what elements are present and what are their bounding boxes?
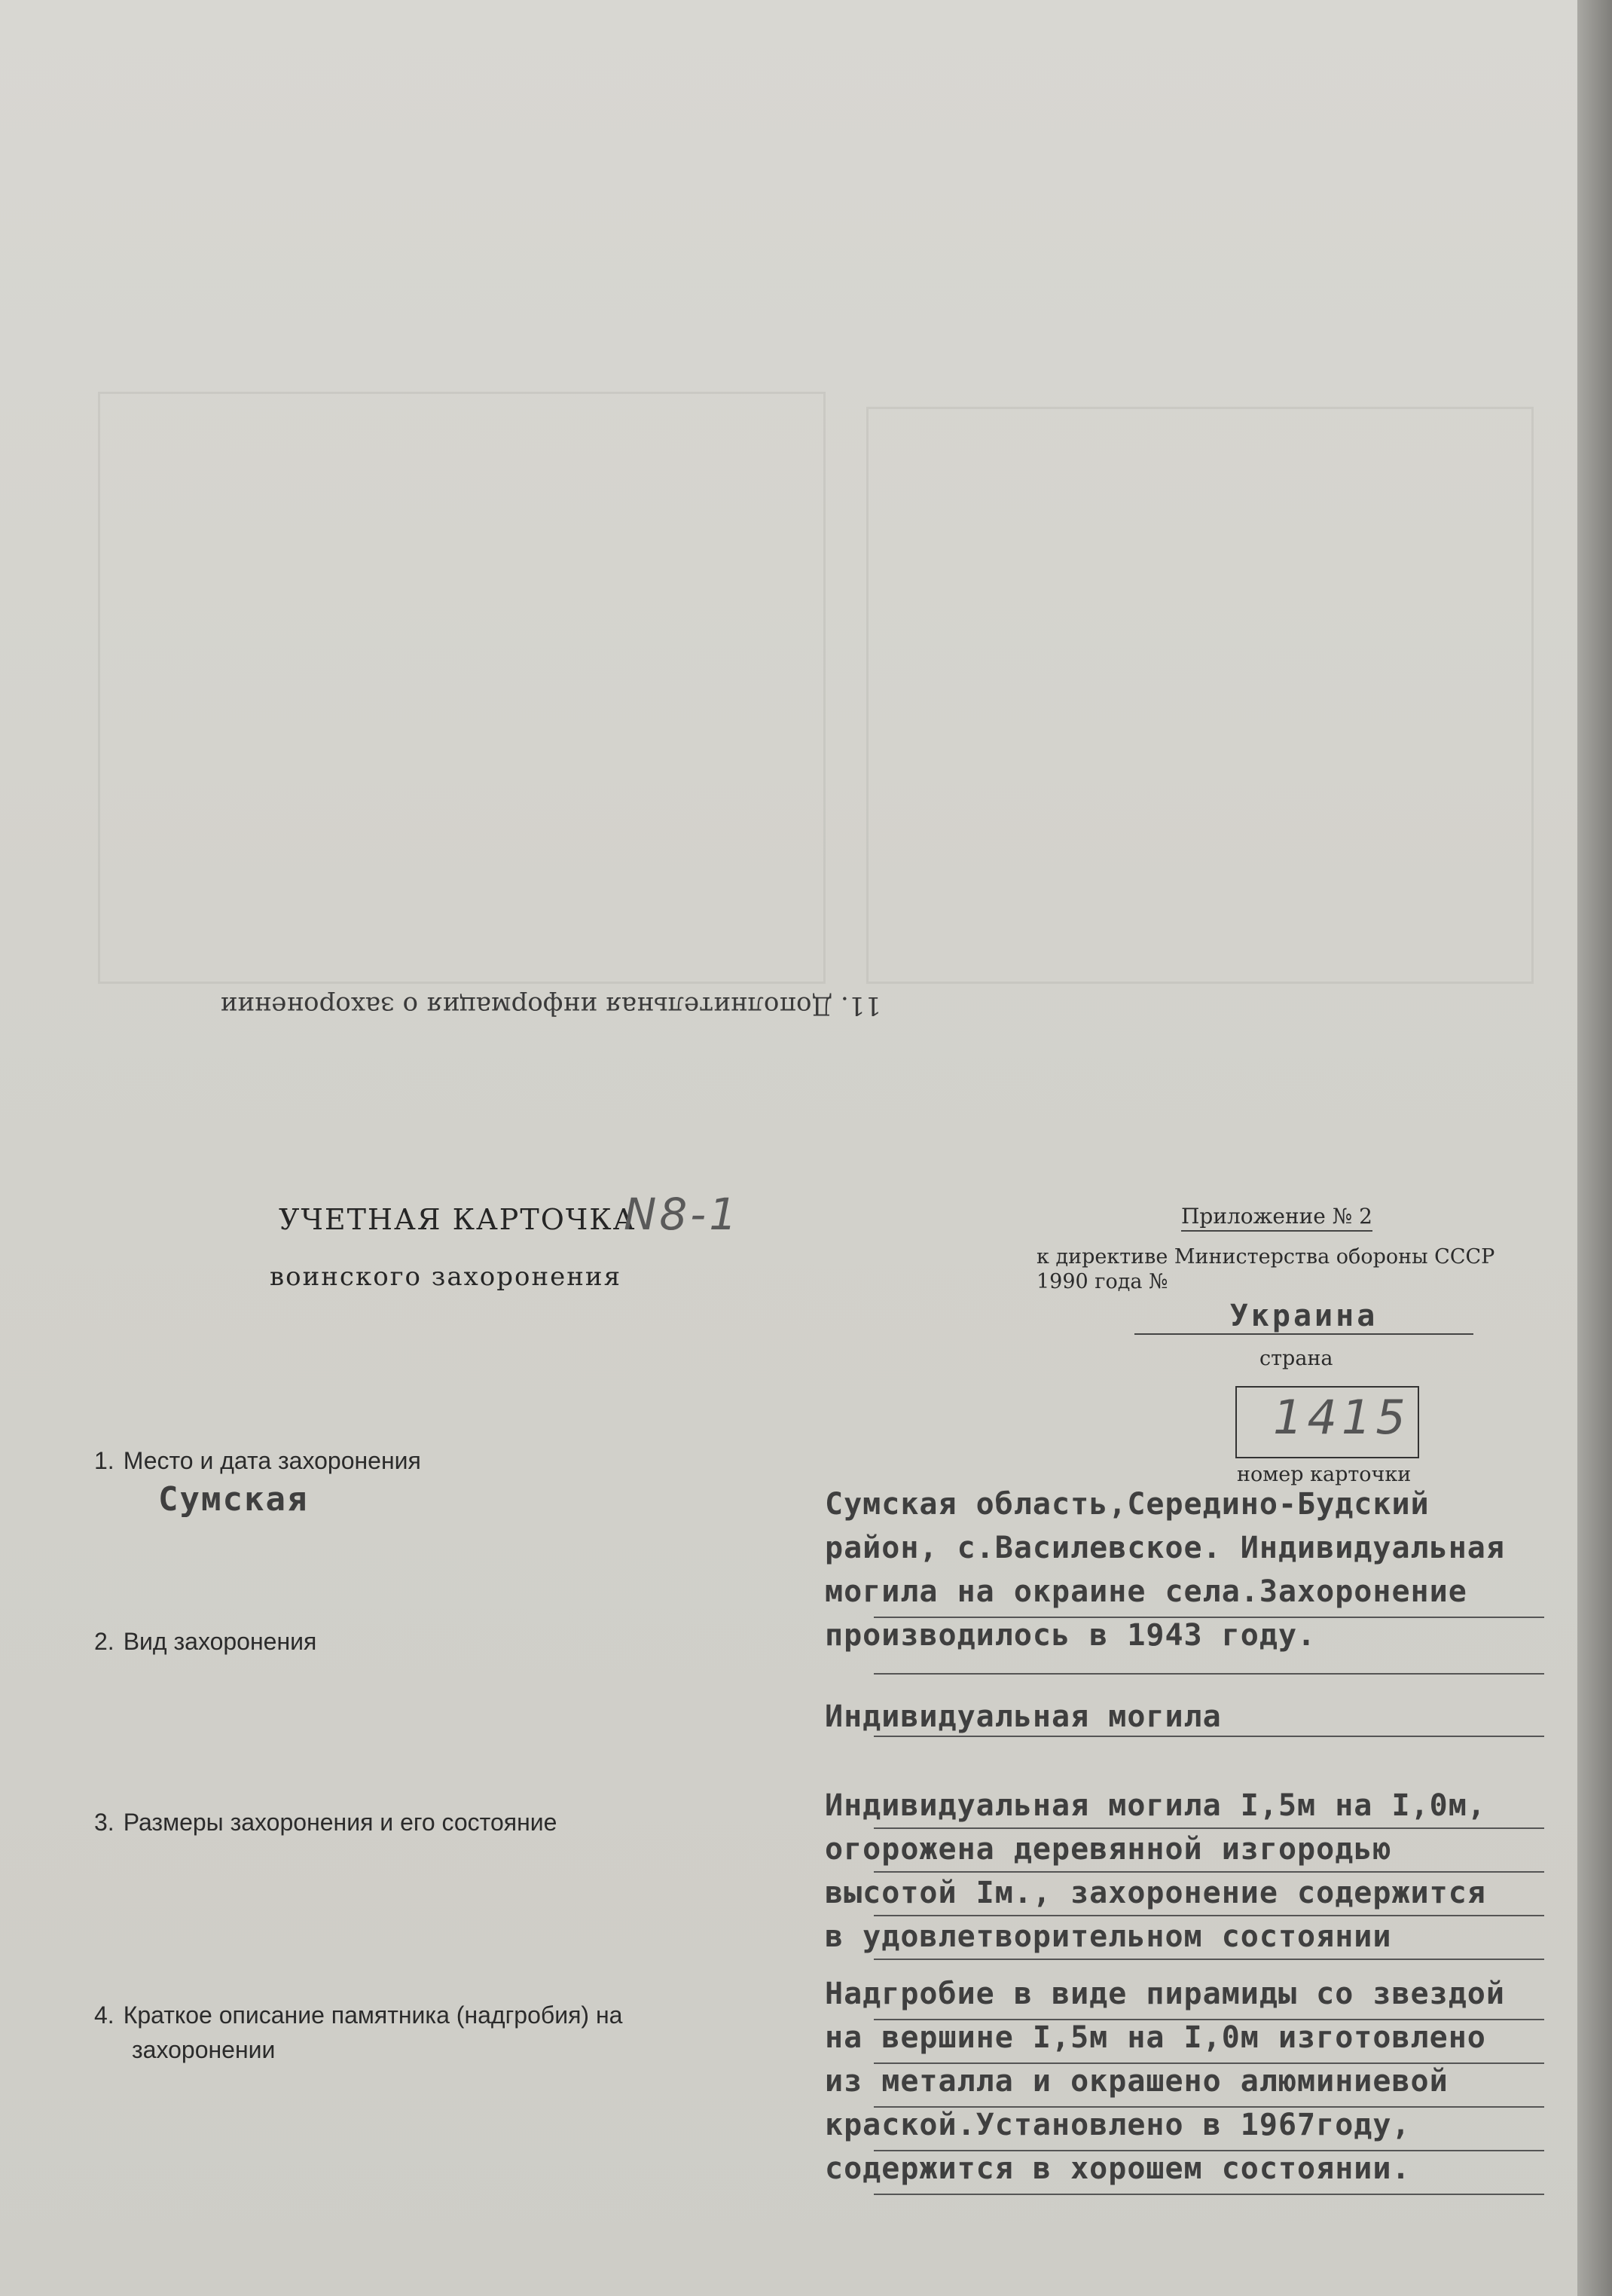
country-label: страна: [1259, 1347, 1333, 1370]
field-4-text-2: захоронении: [132, 2036, 276, 2063]
appendix-label: Приложение № 2: [1181, 1204, 1372, 1232]
card-title: УЧЕТНАЯ КАРТОЧКА: [279, 1203, 637, 1236]
field-4-number: 4.: [94, 2001, 114, 2029]
reverse-frame-left: [98, 392, 826, 984]
field-1-text: Место и дата захоронения: [123, 1447, 421, 1474]
field-1-number: 1.: [94, 1447, 114, 1474]
field-4-text-1: Краткое описание памятника (надгробия) на: [123, 2001, 623, 2029]
region-stamp: Сумская: [158, 1480, 309, 1519]
field-3-label: [94, 1805, 557, 1840]
directive-line-2: 1990 года №: [1037, 1270, 1168, 1293]
field-4-line-e: [874, 2194, 1544, 2195]
reverse-item-11: 11. Дополнительная информация о захоронении: [220, 991, 881, 1021]
field-4-line-a: [874, 2019, 1544, 2020]
field-2-number: 2.: [94, 1628, 114, 1655]
field-4-label: [94, 1998, 622, 2067]
field-1-label: [94, 1443, 421, 1478]
field-3-value: Индивидуальная могила I,5м на I,0м, огорожена деревянной изгородью высотой Iм., захоронение содержится в удовлетворительном состоянии: [825, 1788, 1486, 1954]
field-1-value: Сумская область,Середино-Будский район, с.Василевское. Индивидуальная могила на окраине села.Захоронение производилось в 1943 году.: [825, 1487, 1505, 1653]
directive-text: [1037, 1244, 1494, 1294]
handwritten-number: N8-1: [624, 1189, 740, 1240]
field-3-line-d: [874, 1959, 1544, 1960]
field-1-line-a: [874, 1617, 1544, 1618]
field-4-value: Надгробие в виде пирамиды со звездой на вершине I,5м на I,0м изготовлено из металла и окрашено алюминиевой краской.Установлено в 1967году, содержится в хорошем состоянии.: [825, 1977, 1505, 2186]
field-4-line-1: [94, 1998, 622, 2032]
card-number-label: номер карточки: [1237, 1463, 1412, 1486]
field-4-line-d: [874, 2150, 1544, 2151]
country-value: Украина: [1134, 1299, 1473, 1335]
page-edge-shadow: [1577, 0, 1612, 2296]
reverse-frame-right: [866, 407, 1534, 984]
directive-line-1: к директиве Министерства обороны СССР: [1037, 1245, 1495, 1269]
field-2-value: Индивидуальная могила: [825, 1699, 1222, 1734]
field-2-line: [874, 1736, 1544, 1737]
field-3-text: Размеры захоронения и его состояние: [123, 1809, 557, 1836]
field-4-line-b: [874, 2062, 1544, 2064]
field-3-line-a: [874, 1827, 1544, 1829]
field-2-text: Вид захоронения: [123, 1628, 317, 1655]
field-3-line-b: [874, 1871, 1544, 1873]
card-subtitle: воинского захоронения: [270, 1262, 622, 1292]
field-1-line-b: [874, 1673, 1544, 1675]
field-3-number: 3.: [94, 1809, 114, 1836]
field-3-line-c: [874, 1915, 1544, 1916]
field-2-label: [94, 1624, 316, 1659]
field-4-line-c: [874, 2106, 1544, 2108]
card-number: 1415: [1273, 1390, 1410, 1445]
